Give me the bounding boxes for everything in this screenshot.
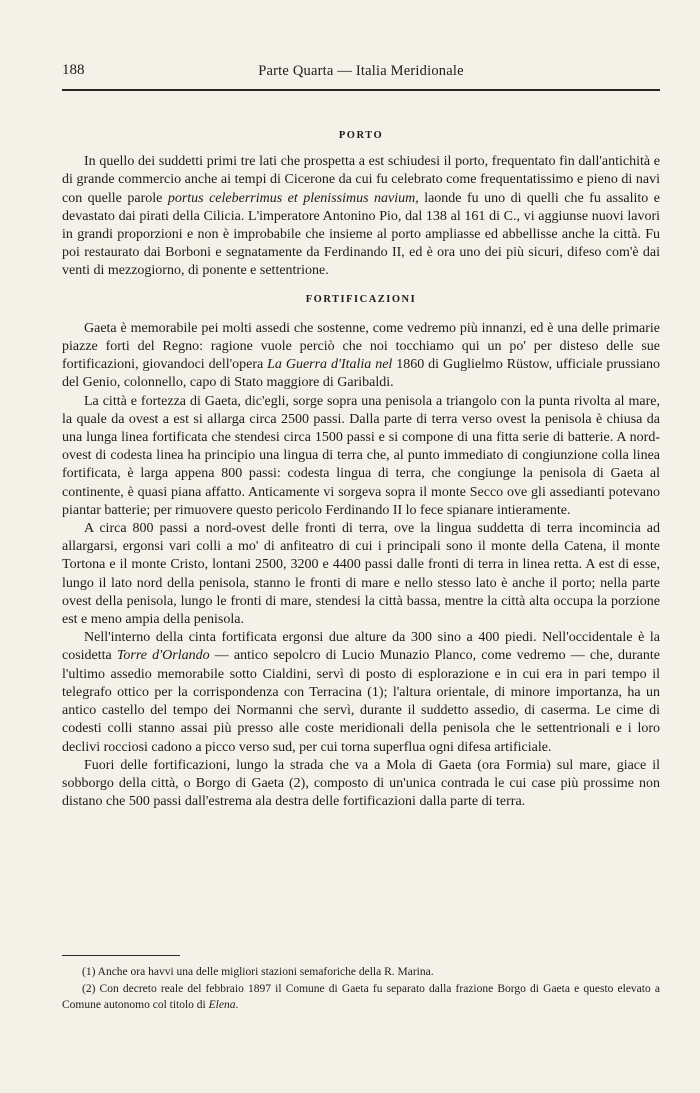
body-text <box>62 127 660 811</box>
paragraph-porto: In quello dei suddetti primi tre lati che prospetta a est schiudesi il porto, frequentato fin dall'antichità e di grande commercio anche ai tempi di Cicerone da cui fu celebrato come frequentatissimo e pieno di navi con quelle parole portus celeberrimus et plenissimus navium, laonde fu uno di quelli che fu assalito e devastato dai pirati della Cilicia. L'imperatore Antonino Pio, dal 138 al 161 di C., vi aggiunse nuovi lavori in grandi proporzioni e non è improbabile che insieme al porto ampliasse ed abbellisse anche la città. Fu poi restaurato dai Borboni e segnatamente da Ferdinando II, ed è ora uno dei più sicuri, difeso com'è dai venti di mezzogiorno, di ponente e settentrione. <box>62 154 660 279</box>
page-number: 188 <box>62 62 85 78</box>
latin-quote: portus celeberrimus et plenissimus navium, <box>167 190 419 206</box>
paragraph-fortificazioni-2: La città e fortezza di Gaeta, dic'egli, sorge sopra una penisola a triangolo con la punta rivolta al mare, la quale da ovest a est si allarga circa 2500 passi. Dalla parte di terra verso ovest la penisola è chiusa da una lunga linea fortificata che stendesi circa 1500 passi e si compone di una fitta serie di batterie. A nord-ovest di codesta linea ha principio una lingua di terra che, al punto immediato di congiunzione colla linea fortificata, è larga appena 800 passi: codesta lingua di terra, che congiunge la penisola di Gaeta al continente, è quasi piana affatto. Anticamente vi sorgeva sopra il monte Secco ove gli assedianti potevano piantar batterie; per rimuovere questo pericolo Ferdinando II lo fece spianare intieramente. <box>62 393 660 518</box>
footnote-1: (1) Anche ora havvi una delle migliori stazioni semaforiche della R. Marina. <box>82 966 434 978</box>
header-rule <box>62 89 660 91</box>
footnote-2: (2) Con decreto reale del febbraio 1897 il Comune di Gaeta fu separato dalla frazione Borgo di Gaeta e questo elevato a Comune autonomo col titolo di Elena. <box>62 982 660 1011</box>
work-title: La Guerra d'Italia nel <box>267 357 393 373</box>
section-title-porto: PORTO <box>338 130 384 141</box>
section-title-fortificazioni: FORTIFICAZIONI <box>305 293 417 305</box>
paragraph-fortificazioni-4: Nell'interno della cinta fortificata ergonsi due alture da 300 sino a 400 piedi. Nell'occidentale è la cosidetta Torre d'Orlando — antico sepolcro di Lucio Munazio Planco, come vedremo — che, durante l'ultimo assedio memorabile sotto Cialdini, servì di posto di esplorazione e in cui era in pari tempo il telegrafo ottico per la corrispondenza con Terracina (1); l'altura orientale, di minore importanza, ha un antico castello del tempo dei Normanni che servì, durante il suddetto assedio, di caserma. Le cime di codesti colli stanno assai più presso alle coste meridionali della penisola che le settentrionali e i loro declivi rocciosi cadono a picco verso sud, per cui torna superflua ogni difesa artificiale. <box>62 630 660 755</box>
page-header <box>62 62 660 84</box>
comune-name: Elena <box>208 999 236 1011</box>
paragraph-fortificazioni-1: Gaeta è memorabile pei molti assedi che sostenne, come vedremo più innanzi, ed è una delle primarie piazze forti del Regno: ragione vuole perciò che noi tocchiamo qui un po' per disteso delle sue fortificazioni, giovandoci dell'opera La Guerra d'Italia nel 1860 di Guglielmo Rüstow, ufficiale prussiano del Genio, colonnello, capo di Stato maggiore di Garibaldi. <box>62 320 661 391</box>
paragraph-fortificazioni-5: Fuori delle fortificazioni, lungo la strada che va a Mola di Gaeta (ora Formia) sul mare, giace il sobborgo della città, o Borgo di Gaeta (2), composto di un'unica contrada le cui case più prossime non distano che 500 passi dall'estrema ala destra delle fortificazioni dalla parte di terra. <box>62 757 660 810</box>
torre-name: Torre d'Orlando <box>116 648 210 664</box>
running-title: Parte Quarta — Italia Meridionale <box>258 63 464 79</box>
footnotes <box>62 964 660 1014</box>
paragraph-fortificazioni-3: A circa 800 passi a nord-ovest delle fronti di terra, ove la lingua suddetta di terra incomincia ad allargarsi, ergonsi vari colli a mo' di anfiteatro di cui i principali sono il monte della Catena, il monte Tortona e il monte Cristo, lontani 2500, 3200 e 4400 passi dalle fronti di terra in linea retta. A est di esse, lungo il lato nord della penisola, stanno le fronti di mare e nello stesso lato è anche il porto; nella parte ovest della penisola, lungo le fronti di mare, stendesi la città bassa, mentre la città alta occupa la porzione est e meno ampia della penisola. <box>62 521 660 628</box>
footnote-rule <box>62 955 180 956</box>
